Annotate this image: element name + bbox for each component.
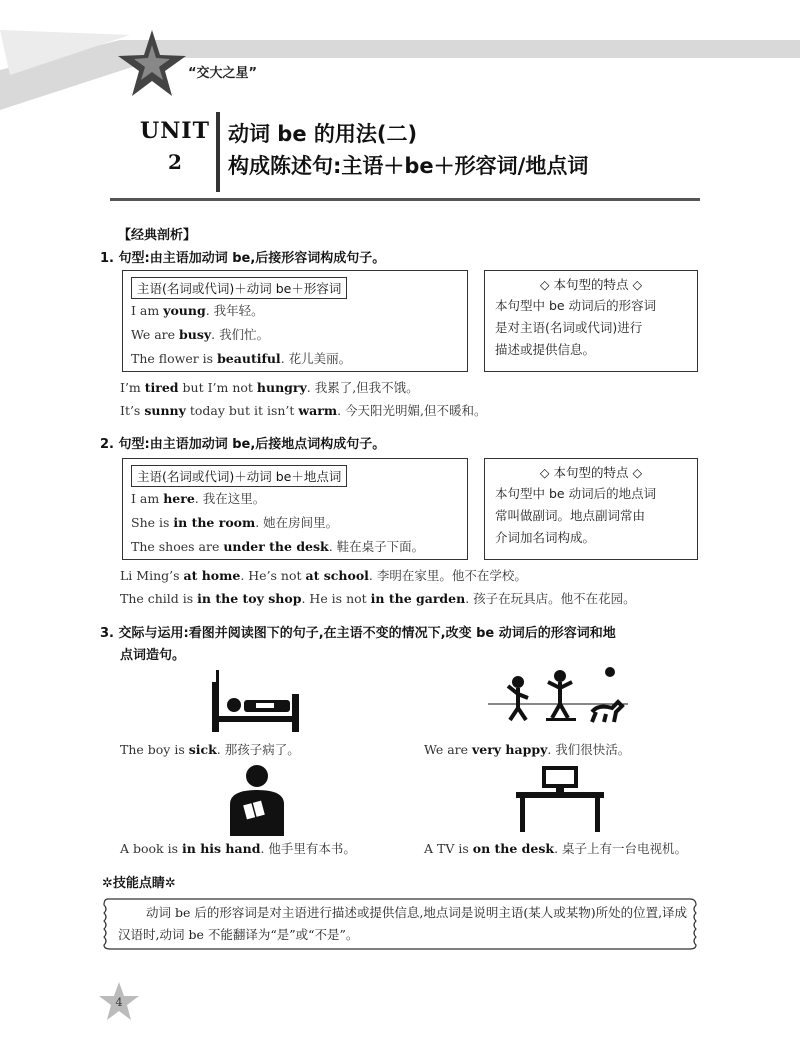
page-title-line2: 构成陈述句:主语＋be＋形容词/地点词 xyxy=(228,154,589,178)
caption: A book is in his hand. 他手里有本书。 xyxy=(120,841,356,856)
happy-children-icon xyxy=(488,664,628,730)
point2-extra-example: Li Ming’s at home. He’s not at school. 李明在家里。他不在学校。 xyxy=(120,568,527,583)
example-line: She is in the room. 她在房间里。 xyxy=(131,515,339,530)
point2-title: 2. 句型:由主语加动词 be,后接地点词构成句子。 xyxy=(100,437,386,452)
point2-example-box xyxy=(122,458,468,560)
point3-title-line2: 点词造句。 xyxy=(120,648,186,663)
point1-extra-example: It’s sunny today but it isn’t warm. 今天阳光明媚,但不暖和。 xyxy=(120,403,487,418)
caption: The boy is sick. 那孩子病了。 xyxy=(120,742,300,757)
unit-number: 2 xyxy=(168,150,182,174)
feature-title: ◇ 本句型的特点 ◇ xyxy=(539,465,643,480)
page-title-line1: 动词 be 的用法(二) xyxy=(228,122,418,146)
page-number: 4 xyxy=(115,996,123,1009)
feature-body: 本句型中 be 动词后的地点词 常叫做副词。地点副词常由 介词加名词构成。 xyxy=(495,486,657,545)
point1-example-box xyxy=(122,270,468,372)
caption: We are very happy. 我们很快活。 xyxy=(424,742,631,757)
unit-divider xyxy=(216,112,220,192)
section-label: 【经典剖析】 xyxy=(118,228,197,243)
header-rule xyxy=(110,198,700,201)
point1-formula: 主语(名词或代词)＋动词 be＋形容词 xyxy=(131,277,347,299)
tv-on-desk-icon xyxy=(512,760,608,832)
point1-title: 1. 句型:由主语加动词 be,后接形容词构成句子。 xyxy=(100,251,386,266)
skill-title: ✲技能点睛✲ xyxy=(102,876,176,891)
point2-extra-example: The child is in the toy shop. He is not in the garden. 孩子在玩具店。他不在花园。 xyxy=(120,591,636,606)
example-line: I am young. 我年轻。 xyxy=(131,303,264,318)
boy-holding-book-icon xyxy=(222,762,292,836)
brand-text: “交大之星” xyxy=(188,66,258,81)
caption: A TV is on the desk. 桌子上有一台电视机。 xyxy=(424,841,688,856)
point3-title-line1: 3. 交际与运用:看图并阅读图下的句子,在主语不变的情况下,改变 be 动词后的形容词和地 xyxy=(100,626,616,641)
unit-label: UNIT xyxy=(140,118,210,144)
sick-boy-in-bed-icon xyxy=(208,668,308,736)
feature-title: ◇ 本句型的特点 ◇ xyxy=(539,277,643,292)
feature-body: 本句型中 be 动词后的形容词 是对主语(名词或代词)进行 描述或提供信息。 xyxy=(495,298,657,357)
point2-formula: 主语(名词或代词)＋动词 be＋地点词 xyxy=(131,465,347,487)
skill-text: 动词 be 后的形容词是对主语进行描述或提供信息,地点词是说明主语(某人或某物)所处的位置,译成汉语时,动词 be 不能翻译为“是”或“不是”。 xyxy=(118,905,688,942)
point1-feature-box xyxy=(484,270,698,372)
example-line: We are busy. 我们忙。 xyxy=(131,327,270,342)
point2-feature-box xyxy=(484,458,698,560)
example-line: The shoes are under the desk. 鞋在桌子下面。 xyxy=(131,539,425,554)
point1-extra-example: I’m tired but I’m not hungry. 我累了,但我不饿。 xyxy=(120,380,419,395)
example-line: I am here. 我在这里。 xyxy=(131,491,266,506)
example-line: The flower is beautiful. 花儿美丽。 xyxy=(131,351,352,366)
